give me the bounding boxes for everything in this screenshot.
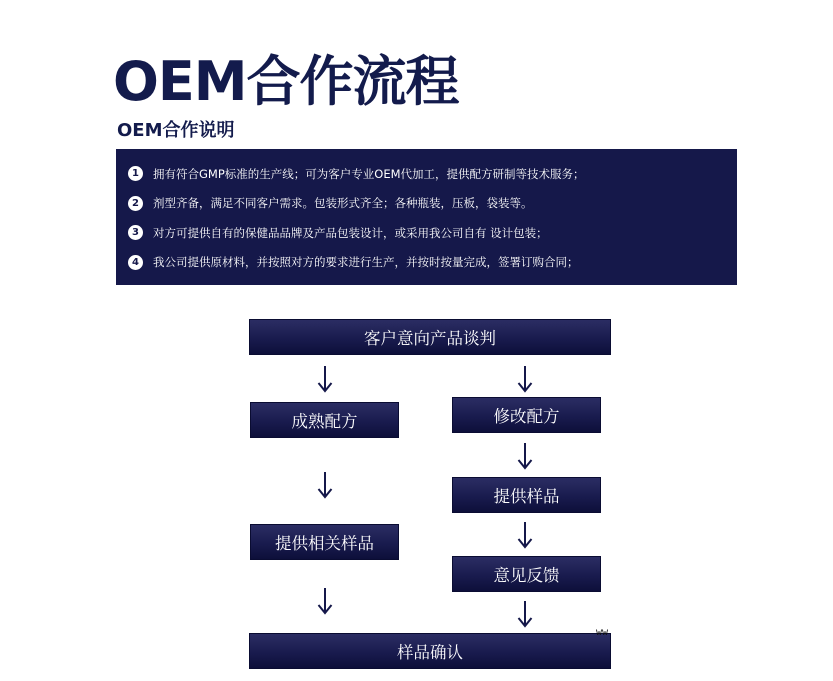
number-badge-4: 4: [128, 255, 143, 270]
arrow-down-icon: [517, 365, 533, 393]
description-panel: [116, 149, 737, 285]
panel-item-2: [128, 189, 737, 219]
corner-mark: ww: [596, 627, 609, 638]
number-badge-2: 2: [128, 196, 143, 211]
panel-item-text-1: 拥有符合GMP标准的生产线；可为客户专业OEM代加工，提供配方研制等技术服务；: [153, 166, 585, 181]
panel-item-3: [128, 218, 737, 248]
flow-right-box-2: 提供样品: [452, 477, 601, 513]
flow-right-box-3: 意见反馈: [452, 556, 601, 592]
page-subtitle: OEM合作说明: [117, 120, 235, 141]
panel-item-text-4: 我公司提供原材料，并按照对方的要求进行生产，并按时按量完成，签署订购合同；: [153, 255, 579, 270]
panel-item-1: [128, 159, 737, 189]
arrow-down-icon: [517, 600, 533, 628]
arrow-down-icon: [317, 587, 333, 615]
flow-left-box-2: 提供相关样品: [250, 524, 399, 560]
arrow-down-icon: [517, 442, 533, 470]
flow-start-box: 客户意向产品谈判: [249, 319, 611, 355]
panel-item-4: [128, 248, 737, 278]
number-badge-3: 3: [128, 225, 143, 240]
arrow-down-icon: [517, 521, 533, 549]
page-title: OEM合作流程: [113, 50, 459, 113]
arrow-down-icon: [317, 471, 333, 499]
panel-item-text-3: 对方可提供自有的保健品品牌及产品包装设计，或采用我公司自有 设计包装；: [153, 225, 548, 240]
flow-right-box-1: 修改配方: [452, 397, 601, 433]
flow-left-box-1: 成熟配方: [250, 402, 399, 438]
arrow-down-icon: [317, 365, 333, 393]
number-badge-1: 1: [128, 166, 143, 181]
panel-item-text-2: 剂型齐备，满足不同客户需求。包装形式齐全；各种瓶装，压板，袋装等。: [153, 196, 533, 211]
flow-end-box: 样品确认: [249, 633, 611, 669]
